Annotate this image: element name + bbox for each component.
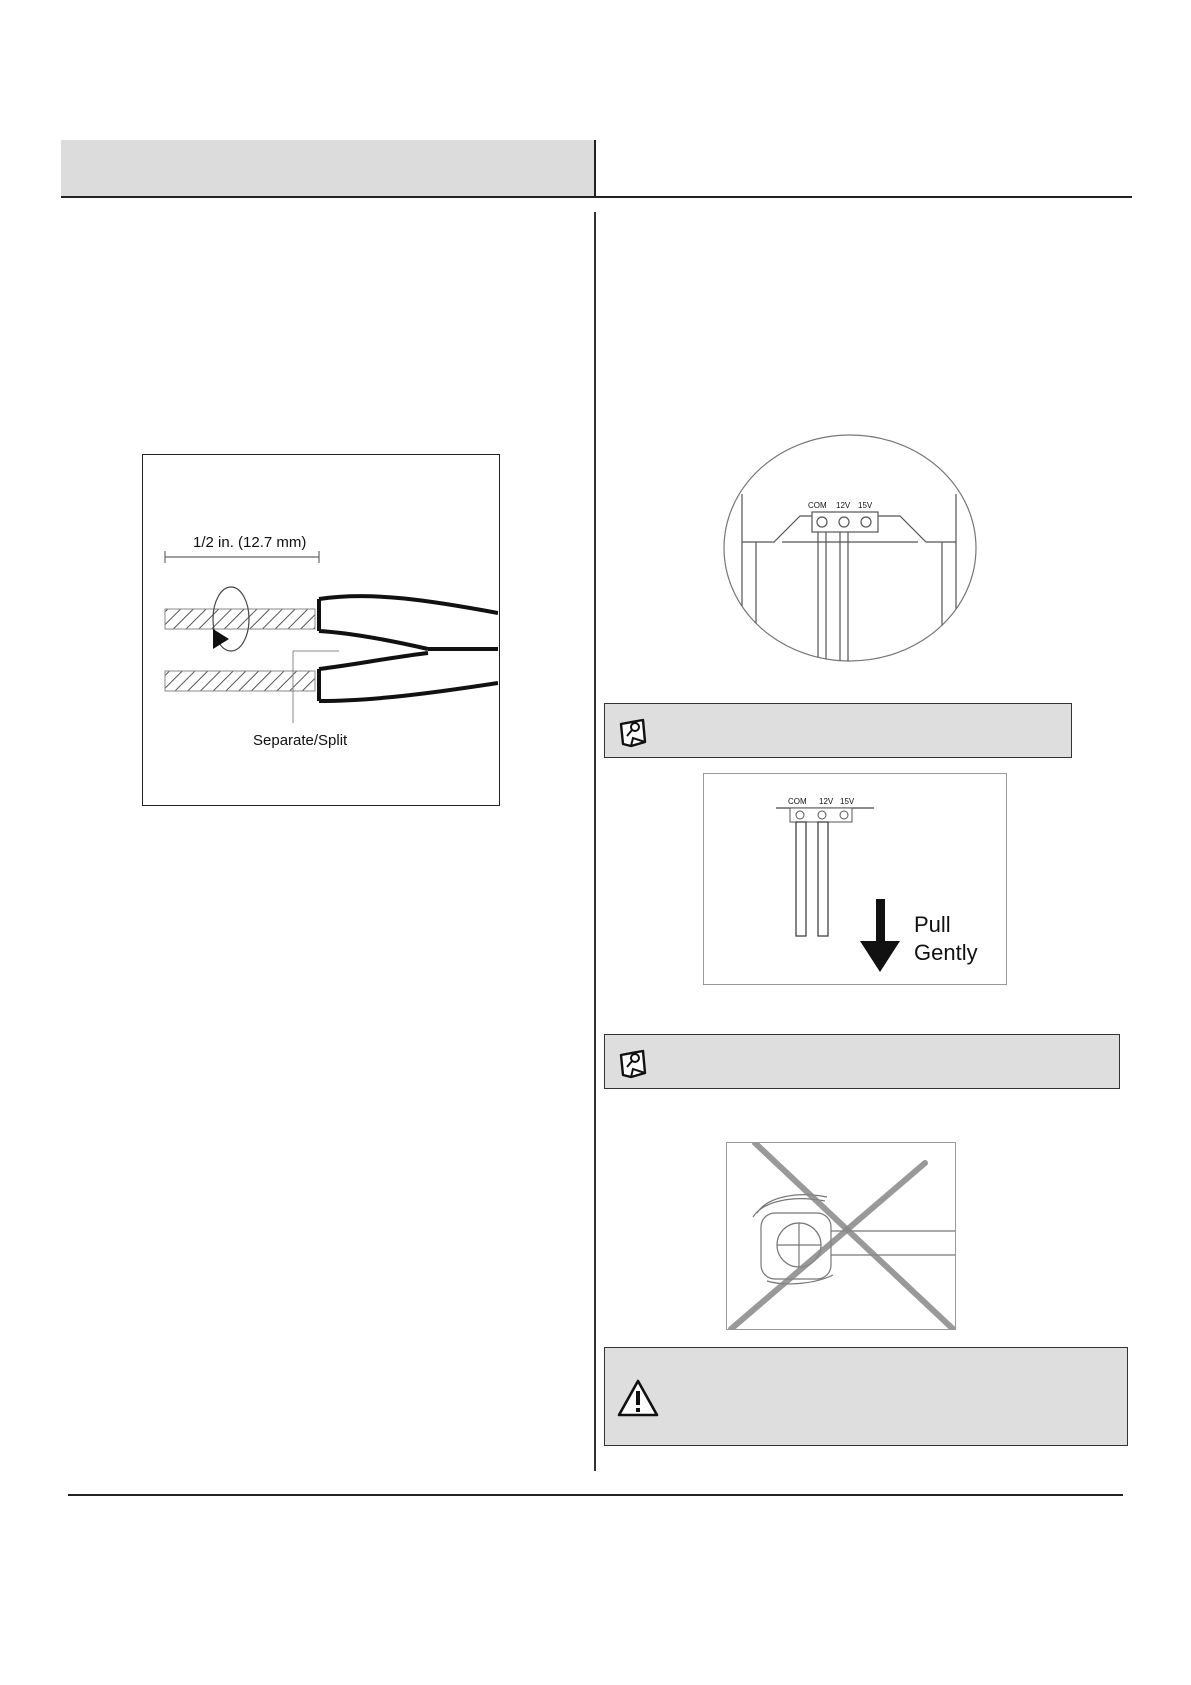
header-rule xyxy=(61,196,1132,198)
terminal-closeup-figure xyxy=(722,434,978,664)
note-box-1 xyxy=(604,703,1072,758)
terminal-closeup-drawing xyxy=(722,434,978,664)
pull-label-line1: Pull xyxy=(914,912,951,937)
pull-test-figure xyxy=(703,773,1007,985)
pull-test-drawing xyxy=(704,774,1006,984)
note-pin-icon xyxy=(615,1045,651,1081)
warning-box xyxy=(604,1347,1128,1446)
footer-rule xyxy=(68,1494,1123,1496)
warning-triangle-icon xyxy=(617,1378,659,1418)
note-pin-icon xyxy=(615,714,651,750)
header-divider xyxy=(594,140,596,198)
header-shade xyxy=(61,140,594,196)
dimension-label: 1/2 in. (12.7 mm) xyxy=(193,534,307,551)
incorrect-connection-drawing xyxy=(727,1143,955,1329)
note-box-2 xyxy=(604,1034,1120,1089)
wire-strip-figure xyxy=(142,454,500,806)
column-divider xyxy=(594,212,596,1471)
wire-strip-drawing xyxy=(143,455,498,804)
pull-terminal-com: COM xyxy=(788,797,807,806)
pull-terminal-12v: 12V xyxy=(819,797,834,806)
pull-terminal-15v: 15V xyxy=(840,797,855,806)
cross-line-2 xyxy=(731,1163,925,1329)
split-label: Separate/Split xyxy=(253,732,348,749)
incorrect-connection-figure xyxy=(726,1142,956,1330)
pull-label-line2: Gently xyxy=(914,940,978,965)
closeup-terminal-15v: 15V xyxy=(858,501,873,510)
closeup-terminal-com: COM xyxy=(808,501,827,510)
closeup-terminal-12v: 12V xyxy=(836,501,851,510)
